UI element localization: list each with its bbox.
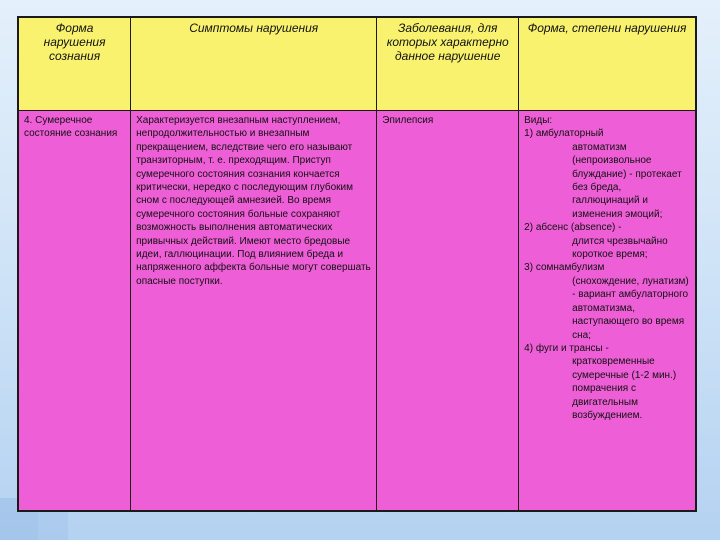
cell-disease — [377, 111, 519, 512]
kind-name: сомнамбулизм — [535, 262, 605, 274]
kind-description: автоматизм (непроизвольное блуждание) - протекает без бреда, галлюцинаций и изменения эмоций; — [572, 141, 682, 220]
symptoms-text: Характеризуется внезапным наступлением, непродолжительностью и внезапным прекращением, вследствие чего его называют транзиторным, т. е. преходящим. Приступ сумеречного состояния сознания кончается критически, нередко с последующим глубоким сном с последующей амнезией. Во время сумеречного состояния больные сохраняют возможность выполнения автоматических привычных действий. Имеют место бредовые идеи, галлюцинации. Под влиянием бреда и напряженного аффекта больные могут совершать опасные поступки. — [136, 115, 371, 287]
kind-name: амбулаторный — [535, 128, 604, 140]
header-form: Форма нарушения сознания — [18, 17, 131, 111]
kind-description: (снохождение, лунатизм) - вариант амбулаторного автоматизма, наступающего во время сна; — [572, 275, 689, 341]
cell-symptoms — [131, 111, 377, 512]
kind-number: 2) — [524, 222, 534, 234]
kind-name: фуги и трансы - — [535, 342, 609, 354]
kind-item — [524, 261, 690, 341]
kind-item — [524, 221, 690, 261]
kind-item — [524, 342, 690, 422]
kind-item — [524, 127, 690, 221]
kind-number: 1) — [524, 128, 534, 140]
kind-description: длится чрезвычайно короткое время; — [572, 235, 668, 261]
table-row — [18, 111, 696, 512]
kind-description: кратковременные сумеречные (1-2 мин.) помрачения с двигательным возбуждением. — [572, 356, 677, 421]
header-diseases: Заболевания, для которых характерно данное нарушение — [377, 17, 519, 111]
header-symptoms: Симптомы нарушения — [131, 17, 377, 111]
form-text: 4. Сумеречное состояние сознания — [24, 115, 118, 140]
table-header-row — [18, 17, 696, 111]
kind-number: 3) — [524, 262, 534, 274]
header-degree: Форма, степени нарушения — [519, 17, 696, 111]
cell-kinds — [519, 111, 696, 512]
cell-form — [18, 111, 131, 512]
kind-number: 4) — [524, 342, 534, 354]
decor-square-2 — [38, 512, 68, 540]
disorder-table — [17, 16, 697, 512]
kind-name: абсенс (absence) - — [535, 222, 622, 234]
kinds-title: Виды: — [524, 115, 553, 126]
disease-text: Эпилепсия — [382, 115, 434, 126]
